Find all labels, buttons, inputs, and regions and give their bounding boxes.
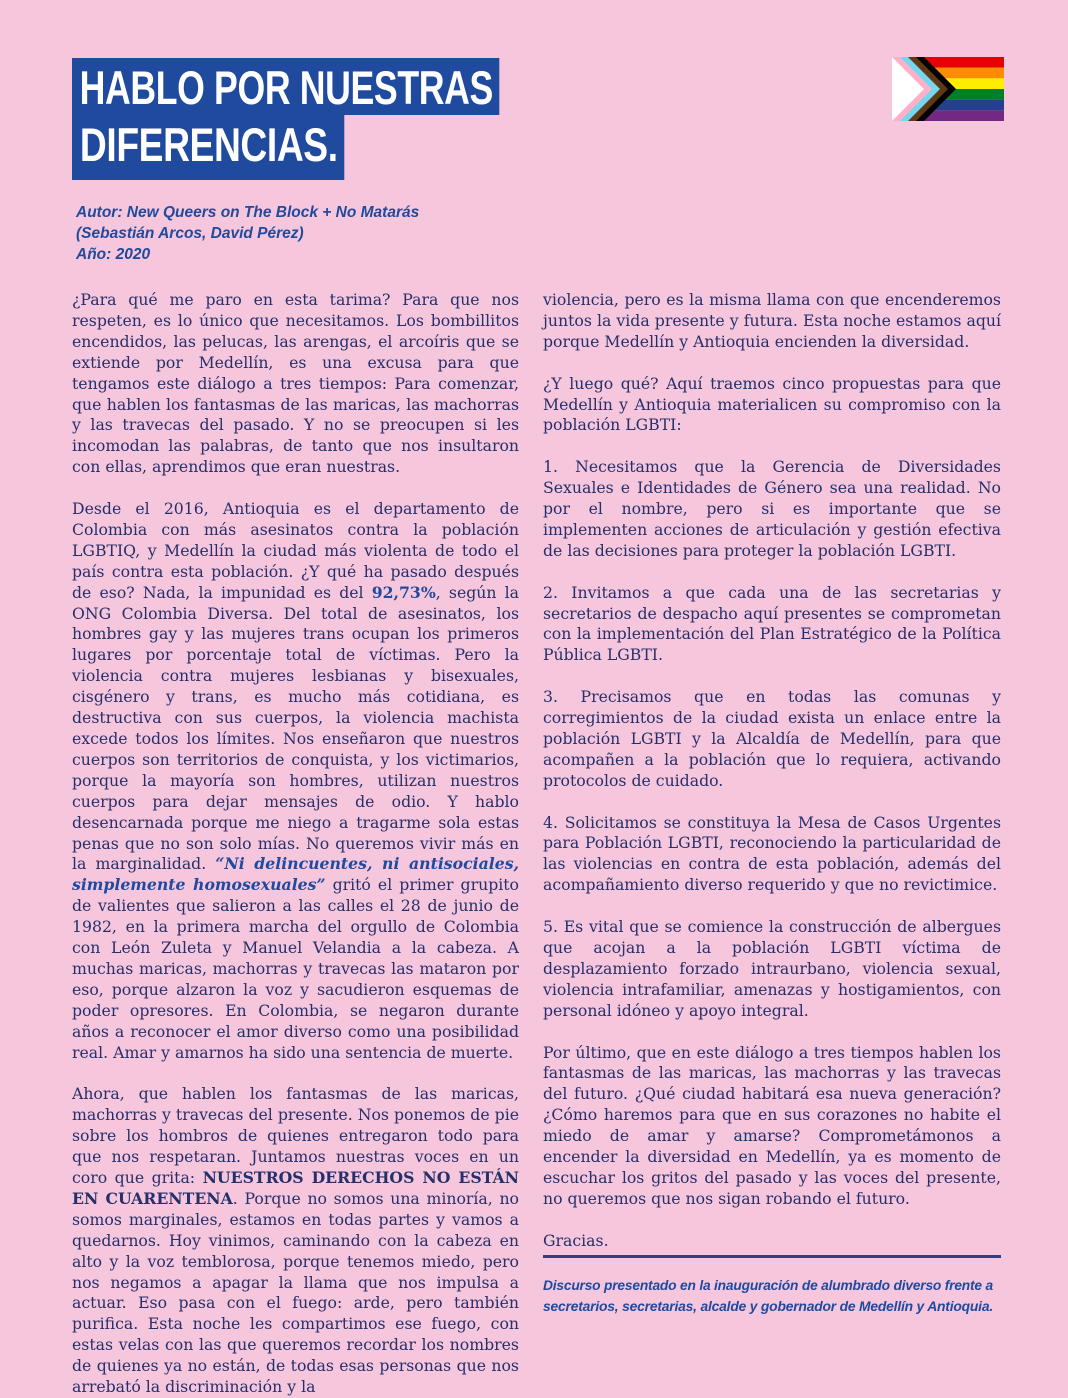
proposal-item: 1. Necesitamos que la Gerencia de Diversidades Sexuales e Identidades de Género sea una realidad. No por el nombre, pero si es importante que se implementen acciones de articulación y gestión efectiva de las decisiones para proteger la población LGBTI. [543, 457, 1001, 560]
footer-line-1: Discurso presentado en la inauguración de alumbrado diverso frente a [543, 1278, 993, 1294]
impunity-stat: 92,73% [371, 582, 436, 602]
paragraph-text: Desde el 2016, Antioquia es el departamento de Colombia con más asesinatos contra la población LGBTIQ, y Medellín la ciudad más violenta de todo el país contra esta población. ¿Y qué ha pasado después de eso? Nada, la impunidad es del [72, 499, 519, 602]
proposal-item: 5. Es vital que se comience la construcción de albergues que acojan a la población LGBTI víctima de desplazamiento forzado intraurbano, violencia sexual, violencia intrafamiliar, amenazas y hostigamientos, con personal idóneo y apoyo integral. [543, 917, 1001, 1020]
proposal-item: 2. Invitamos a que cada una de las secretarias y secretarios de despacho aquí presentes se comprometan con la implementación del Plan Estratégico de la Política Pública LGBTI. [543, 582, 1001, 665]
author-line: Autor: New Queers on The Block + No Matarás [76, 204, 420, 221]
footer-line-2: secretarios, secretarias, alcalde y gobernador de Medellín y Antioquia. [543, 1299, 993, 1315]
author-names: (Sebastián Arcos, David Pérez) [76, 225, 304, 242]
author-info [76, 202, 419, 265]
progress-pride-flag-icon [892, 57, 1004, 121]
title-line-2: DIFERENCIAS. [72, 115, 344, 180]
paragraph: ¿Y luego qué? Aquí traemos cinco propuestas para que Medellín y Antioquia materialicen su compromiso con la población LGBTI: [543, 373, 1001, 435]
right-column [543, 290, 1001, 1252]
proposal-item: 3. Precisamos que en todas las comunas y corregimientos de la ciudad exista un enlace entre la población LGBTI y la Alcaldía de Medellín, para que acompañen a la población que lo requiera, activando protocolos de cuidado. [543, 687, 1001, 790]
divider [543, 1255, 1001, 1258]
paragraph: Por último, que en este diálogo a tres tiempos hablen los fantasmas de las maricas, las machorras y las travecas del futuro. ¿Qué ciudad habitará esa nueva generación? ¿Cómo haremos para que en sus corazones no habite el miedo de amar y amarse? Comprometámonos a encender la diversidad en Medellín, ya es momento de escuchar los gritos del pasado y las voces del presente, no queremos que nos sigan robando el futuro. [543, 1042, 1001, 1208]
paragraph-text: , según la ONG Colombia Diversa. Del total de asesinatos, los hombres gay y las mujeres trans ocupan los primeros lugares por porcentaje total de víctimas. Pero la violencia contra mujeres lesbianas y bisexuales, cisgénero y trans, es mucho más cotidiana, es destructiva con sus cuerpos, la violencia machista excede todos los límites. Nos enseñaron que nuestros cuerpos son territorios de conquista, y los victimarios, porque la mayoría son hombres, utilizan nuestros cuerpos para dejar mensajes de odio. Y hablo desencarnada porque me niego a tragarme sola estas penas que no son solo mías. No queremos vivir más en la marginalidad. [72, 582, 520, 874]
closing: Gracias. [543, 1230, 609, 1250]
page-title [72, 58, 635, 180]
paragraph-text: . Porque no somos una minoría, no somos marginales, estamos en todas partes y vamos a quedarnos. Hoy vinimos, caminando con la cabeza en alto y la voz temblorosa, porque tenemos miedo, pero nos negamos a apagar la llama que nos impulsa a actuar. Eso pasa con el fuego: arde, pero también purifica. Esta noche les compartimos ese fuego, con estas velas con las que queremos recordar los nombres de quienes ya no están, de todas esas personas que nos arrebató la discriminación y la [72, 1188, 519, 1397]
paragraph: violencia, pero es la misma llama con que encenderemos juntos la vida presente y futura. Esta noche estamos aquí porque Medellín y Antioquia encienden la diversidad. [543, 290, 1001, 351]
slogan: NUESTROS DERECHOS NO ESTÁN EN CUARENTENA [72, 1168, 519, 1208]
paragraph [72, 499, 519, 1063]
year-line: Año: 2020 [76, 246, 151, 263]
title-line-1: HABLO POR NUESTRAS [72, 58, 499, 115]
quote: “Ni delincuentes, ni antisociales, simplemente homosexuales” [72, 854, 520, 895]
paragraph [72, 1084, 519, 1398]
footer-note [543, 1276, 1003, 1318]
left-column [72, 290, 519, 1398]
paragraph: ¿Para qué me paro en esta tarima? Para que nos respeten, es lo único que necesitamos. Los bombillitos encendidos, las pelucas, las arengas, el arcoíris que se extiende por Medellín, es una excusa para que tengamos este diálogo a tres tiempos: Para comenzar, que hablen los fantasmas de las maricas, las machorras y las travecas del pasado. Y no se preocupen si les incomodan las palabras, de tanto que nos insultaron con ellas, aprendimos que eran nuestras. [72, 290, 519, 477]
paragraph-text: Ahora, que hablen los fantasmas de las maricas, machorras y travecas del presente. Nos ponemos de pie sobre los hombros de quienes entregaron todo para que nos respetaran. Juntamos nuestras voces en un coro que grita: [72, 1084, 519, 1188]
proposal-item: 4. Solicitamos se constituya la Mesa de Casos Urgentes para Población LGBTI, reconociendo la particularidad de las violencias en contra de esta población, además del acompañamiento diverso requerido y que no revictimice. [543, 812, 1001, 895]
paragraph-text: gritó el primer grupito de valientes que salieron a las calles el 28 de junio de 1982, en la primera marcha del orgullo de Colombia con León Zuleta y Manuel Velandia a la cabeza. A muchas maricas, machorras y travecas las mataron por eso, porque alzaron la voz y sacudieron esquemas de poder opresores. En Colombia, se negaron durante años a reconocer el amor diverso como una posibilidad real. Amar y amarnos ha sido una sentencia de muerte. [72, 875, 520, 1062]
